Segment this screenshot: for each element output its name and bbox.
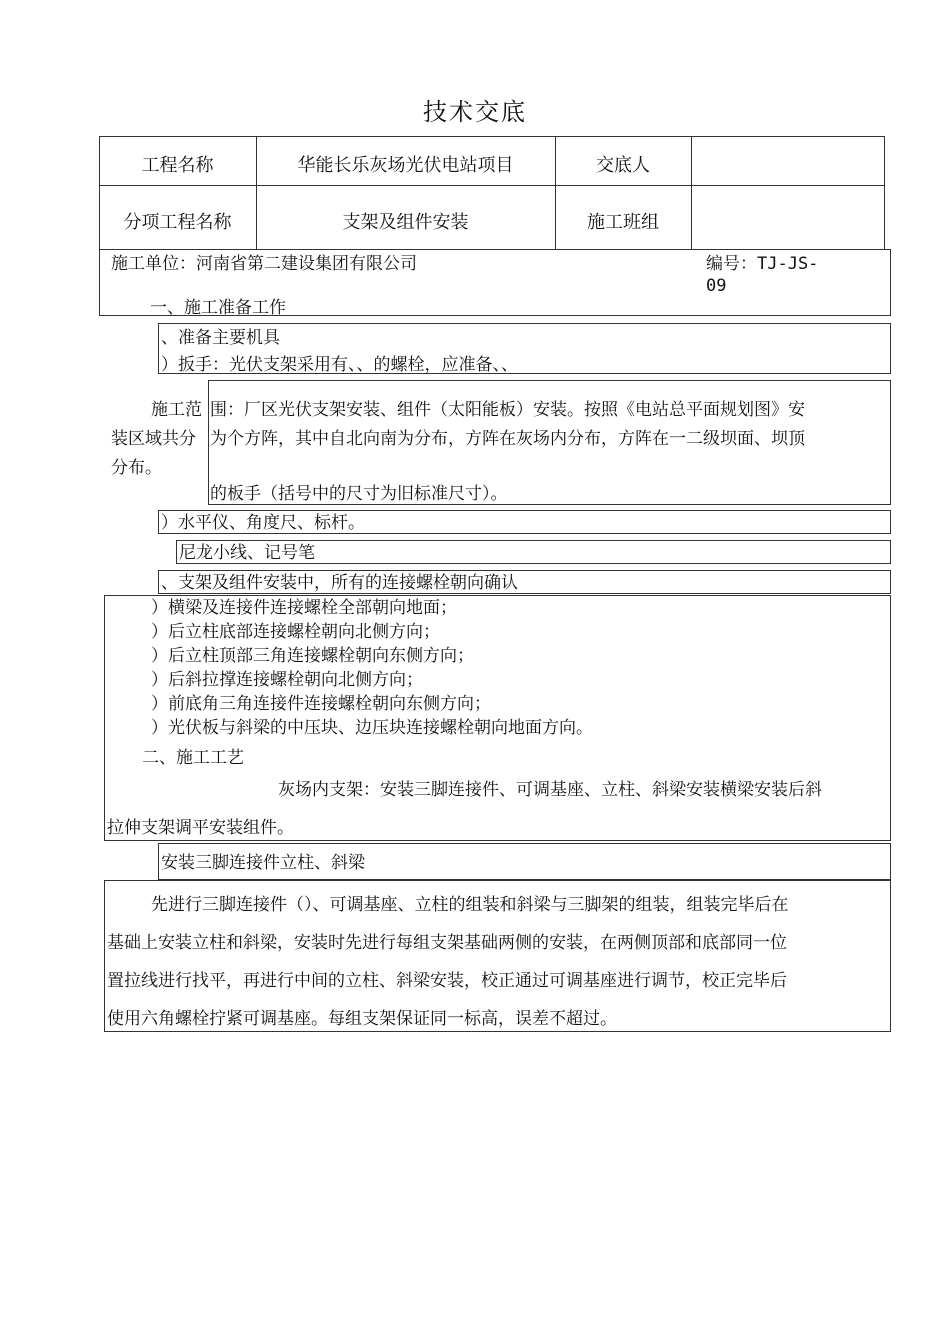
- tools-item-level: ）水平仪、角度尺、标杆。: [161, 513, 365, 533]
- bolt-item: ）后斜拉撑连接螺栓朝向北侧方向；: [151, 670, 423, 690]
- section-heading-preparation: 一、施工准备工作: [150, 298, 286, 318]
- bolt-heading: 、支架及组件安装中，所有的连接螺栓朝向确认: [161, 573, 518, 593]
- header-table-col-divider: [691, 136, 692, 250]
- subproject-label: 分项工程名称: [123, 212, 232, 233]
- tools-item-line: 尼龙小线、记号笔: [179, 543, 315, 563]
- bolt-item: ）前底角三角连接件连接螺栓朝向东侧方向；: [151, 694, 491, 714]
- project-name-value: 华能长乐灰场光伏电站项目: [297, 155, 514, 176]
- scope-line-1a: 施工范: [151, 400, 202, 420]
- process-line-2: 拉伸支架调平安装组件。: [107, 818, 294, 838]
- subproject-value: 支架及组件安装: [342, 212, 469, 233]
- scope-line-4: 的板手（括号中的尺寸为旧标准尺寸）。: [210, 484, 508, 504]
- team-label: 施工班组: [587, 212, 659, 233]
- project-name-label: 工程名称: [141, 155, 214, 176]
- tools-item-wrench: ）扳手：光伏支架采用有、、的螺栓，应准备、、: [161, 355, 518, 375]
- scope-line-1b: 围：厂区光伏支架安装、组件（太阳能板）安装。按照《电站总平面规划图》安: [210, 400, 805, 420]
- scope-line-2b: 为个方阵，其中自北向南为分布，方阵在灰场内分布，方阵在一二级坝面、坝顶: [210, 429, 805, 449]
- step-line: 置拉线进行找平，再进行中间的立柱、斜梁安装，校正通过可调基座进行调节，校正完毕后: [107, 971, 787, 991]
- document-number-part1: 编号：TJ-JS-: [706, 254, 819, 274]
- section-heading-process: 二、施工工艺: [142, 748, 244, 768]
- bolt-item: ）光伏板与斜梁的中压块、边压块连接螺栓朝向地面方向。: [151, 718, 593, 738]
- bolt-item: ）后立柱底部连接螺栓朝向北侧方向；: [151, 622, 440, 642]
- process-line-1: 灰场内支架：安装三脚连接件、可调基座、立柱、斜梁安装横梁安装后斜: [278, 780, 822, 800]
- construction-unit: 施工单位：河南省第二建设集团有限公司: [111, 254, 417, 274]
- step-heading: 安装三脚连接件立柱、斜梁: [161, 853, 365, 873]
- step-line: 基础上安装立柱和斜梁，安装时先进行每组支架基础两侧的安装，在两侧顶部和底部同一位: [107, 933, 787, 953]
- step-line: 先进行三脚连接件（）、可调基座、立柱的组装和斜梁与三脚架的组装，组装完毕后在: [151, 895, 789, 915]
- bolt-item: ）横梁及连接件连接螺栓全部朝向地面；: [151, 598, 457, 618]
- scope-line-2a: 装区域共分: [111, 429, 196, 449]
- header-table-row-divider: [99, 185, 885, 186]
- scope-line-3: 分布。: [111, 458, 162, 478]
- tools-heading: 、准备主要机具: [161, 328, 280, 348]
- document-number-part2: 09: [706, 276, 727, 296]
- bolt-item: ）后立柱顶部三角连接螺栓朝向东侧方向；: [151, 646, 474, 666]
- step-line: 使用六角螺栓拧紧可调基座。每组支架保证同一标高，误差不超过。: [107, 1009, 617, 1029]
- briefer-label: 交底人: [596, 155, 650, 176]
- document-title: 技术交底: [423, 98, 527, 126]
